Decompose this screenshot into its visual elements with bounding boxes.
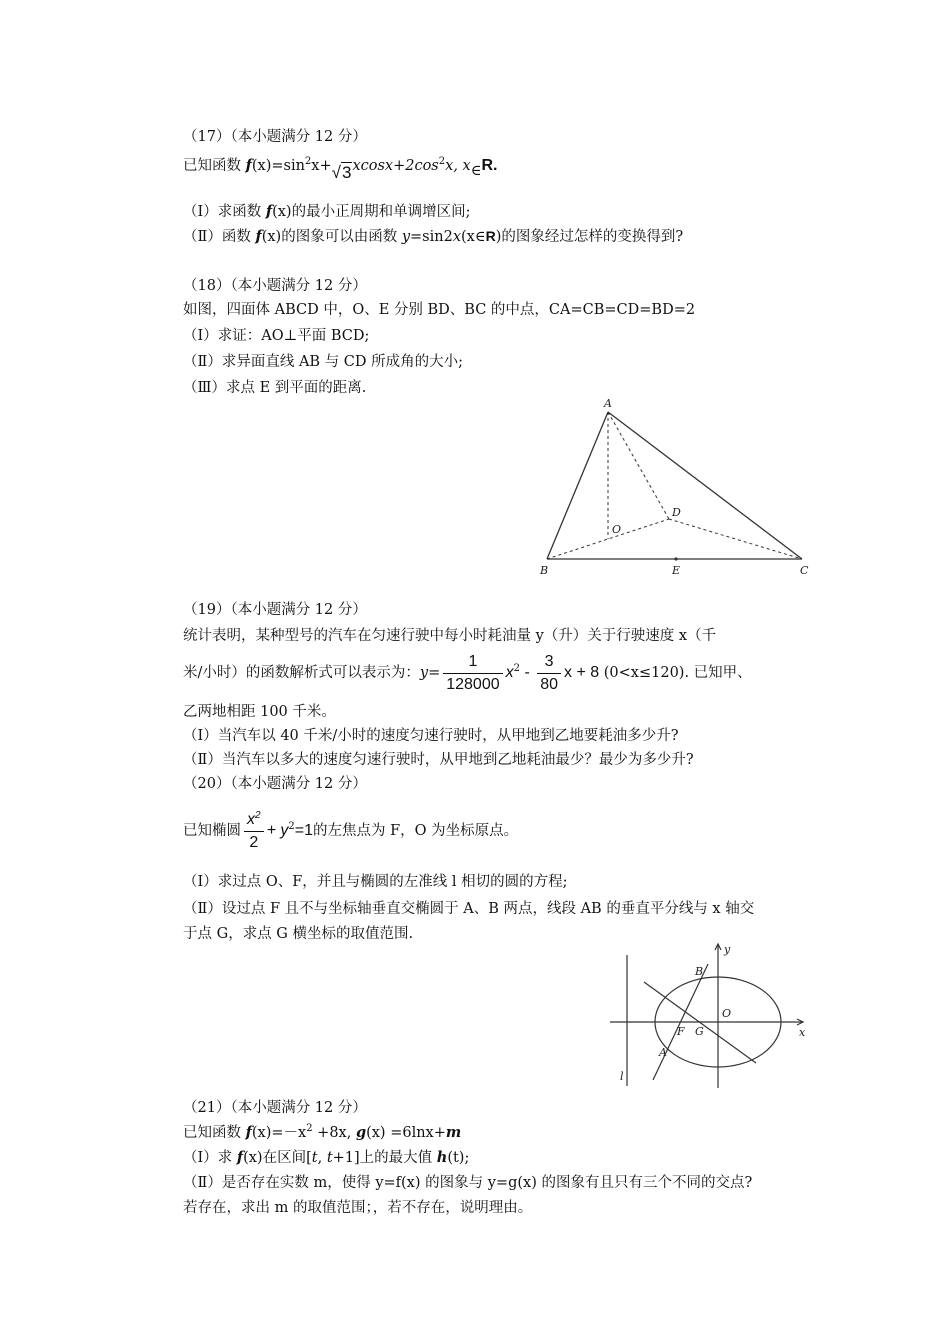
y-axis-label: y — [724, 943, 731, 956]
origin-O-label: O — [722, 1007, 732, 1020]
vertex-A-label: A — [604, 397, 612, 410]
q18-part2: （Ⅱ）求异面直线 AB 与 CD 所成角的大小; — [183, 354, 464, 370]
q19-formula-line: 米/小时）的函数解析式可以表示为：y= $\frac{1}{128000}$ $x^2$ - $\frac{3}{80}$ x + 8 (0<x≤120). 已知甲、 — [183, 650, 752, 696]
q18-stem: 如图，四面体 ABCD 中，O、E 分别 BD、BC 的中点，CA=CB=CD=BD=2 — [183, 302, 696, 318]
q17-stem: 已知函数 $f(x)=\sin^2x+√3xcosx+2\cos^2x$, x∈R. — [183, 156, 498, 182]
q18-part1: （Ⅰ）求证：AO⊥平面 BCD; — [183, 328, 370, 344]
fraction-1-over-128000: $\frac{1}{128000}$ — [443, 651, 502, 696]
point-B-label: B — [695, 965, 704, 978]
focus-F-label: F — [677, 1025, 685, 1038]
directrix-l-label: l — [620, 1070, 624, 1083]
q19-line3: 乙两地相距 100 千米。 — [183, 704, 336, 720]
q19-part2: （Ⅱ）当汽车以多大的速度匀速行驶时，从甲地到乙地耗油最少？最少为多少升? — [183, 752, 694, 768]
tetrahedron-figure — [530, 395, 820, 580]
q21-part2-line1: （Ⅱ）是否存在实数 m，使得 y=f(x) 的图象与 y=g(x) 的图象有且只有三个不同的交点? — [183, 1175, 753, 1191]
q20-part1: （Ⅰ）求过点 O、F，并且与椭圆的左准线 l 相切的圆的方程; — [183, 874, 568, 890]
q21-part2-line2: 若存在，求出 m 的取值范围；，若不存在，说明理由。 — [183, 1200, 533, 1216]
q17-part1: （I）求函数 f(x)的最小正周期和单调增区间; — [183, 203, 471, 220]
q17-part2: （Ⅱ）函数 f(x)的图象可以由函数 y=sin2x(x∈R)的图象经过怎样的变换得到? — [183, 228, 684, 245]
fraction-3-over-80: $\frac{3}{80}$ — [537, 651, 561, 696]
q21-part1: （Ⅰ）求 f(x)在区间[t, t+1]上的最大值 h(t); — [183, 1149, 470, 1166]
point-A-label: A — [659, 1046, 667, 1059]
q21-header: （21）（本小题满分 12 分） — [183, 1100, 367, 1116]
vertex-D-label: D — [672, 506, 681, 519]
fraction-x2-over-2: $\frac{x^2}{2}$ — [244, 809, 264, 854]
x-axis-label: x — [799, 1026, 806, 1039]
ellipse-figure — [605, 940, 815, 1090]
q20-stem: 已知椭圆 $\frac{x^2}{2}$ + $y^2=1$的左焦点为 F，O 为坐标原点。 — [183, 806, 518, 856]
q20-part2-line2: 于点 G，求点 G 横坐标的取值范围. — [183, 926, 414, 942]
q20-part2-line1: （Ⅱ）设过点 F 且不与坐标轴垂直交椭圆于 A、B 两点，线段 AB 的垂直平分线与 x 轴交 — [183, 901, 755, 917]
q19-line1: 统计表明，某种型号的汽车在匀速行驶中每小时耗油量 y（升）关于行驶速度 x（千 — [183, 628, 717, 644]
q19-part1: （Ⅰ）当汽车以 40 千米/小时的速度匀速行驶时，从甲地到乙地要耗油多少升? — [183, 728, 679, 744]
q21-stem: 已知函数 $f(x)=-x^2 +8x$, g(x) =6lnx+m — [183, 1123, 462, 1141]
q20-header: （20）（本小题满分 12 分） — [183, 776, 367, 792]
point-G-label: G — [695, 1025, 704, 1038]
q18-part3: （Ⅲ）求点 E 到平面的距离. — [183, 380, 367, 396]
q17-header: （17）（本小题满分 12 分） — [183, 129, 367, 145]
point-E-label: E — [672, 564, 681, 577]
sqrt-three: √3 — [331, 163, 352, 182]
vertex-C-label: C — [800, 564, 809, 577]
vertex-B-label: B — [540, 564, 549, 577]
q19-header: （19）（本小题满分 12 分） — [183, 602, 367, 618]
q18-header: （18）（本小题满分 12 分） — [183, 278, 367, 294]
point-O-label: O — [612, 523, 622, 536]
